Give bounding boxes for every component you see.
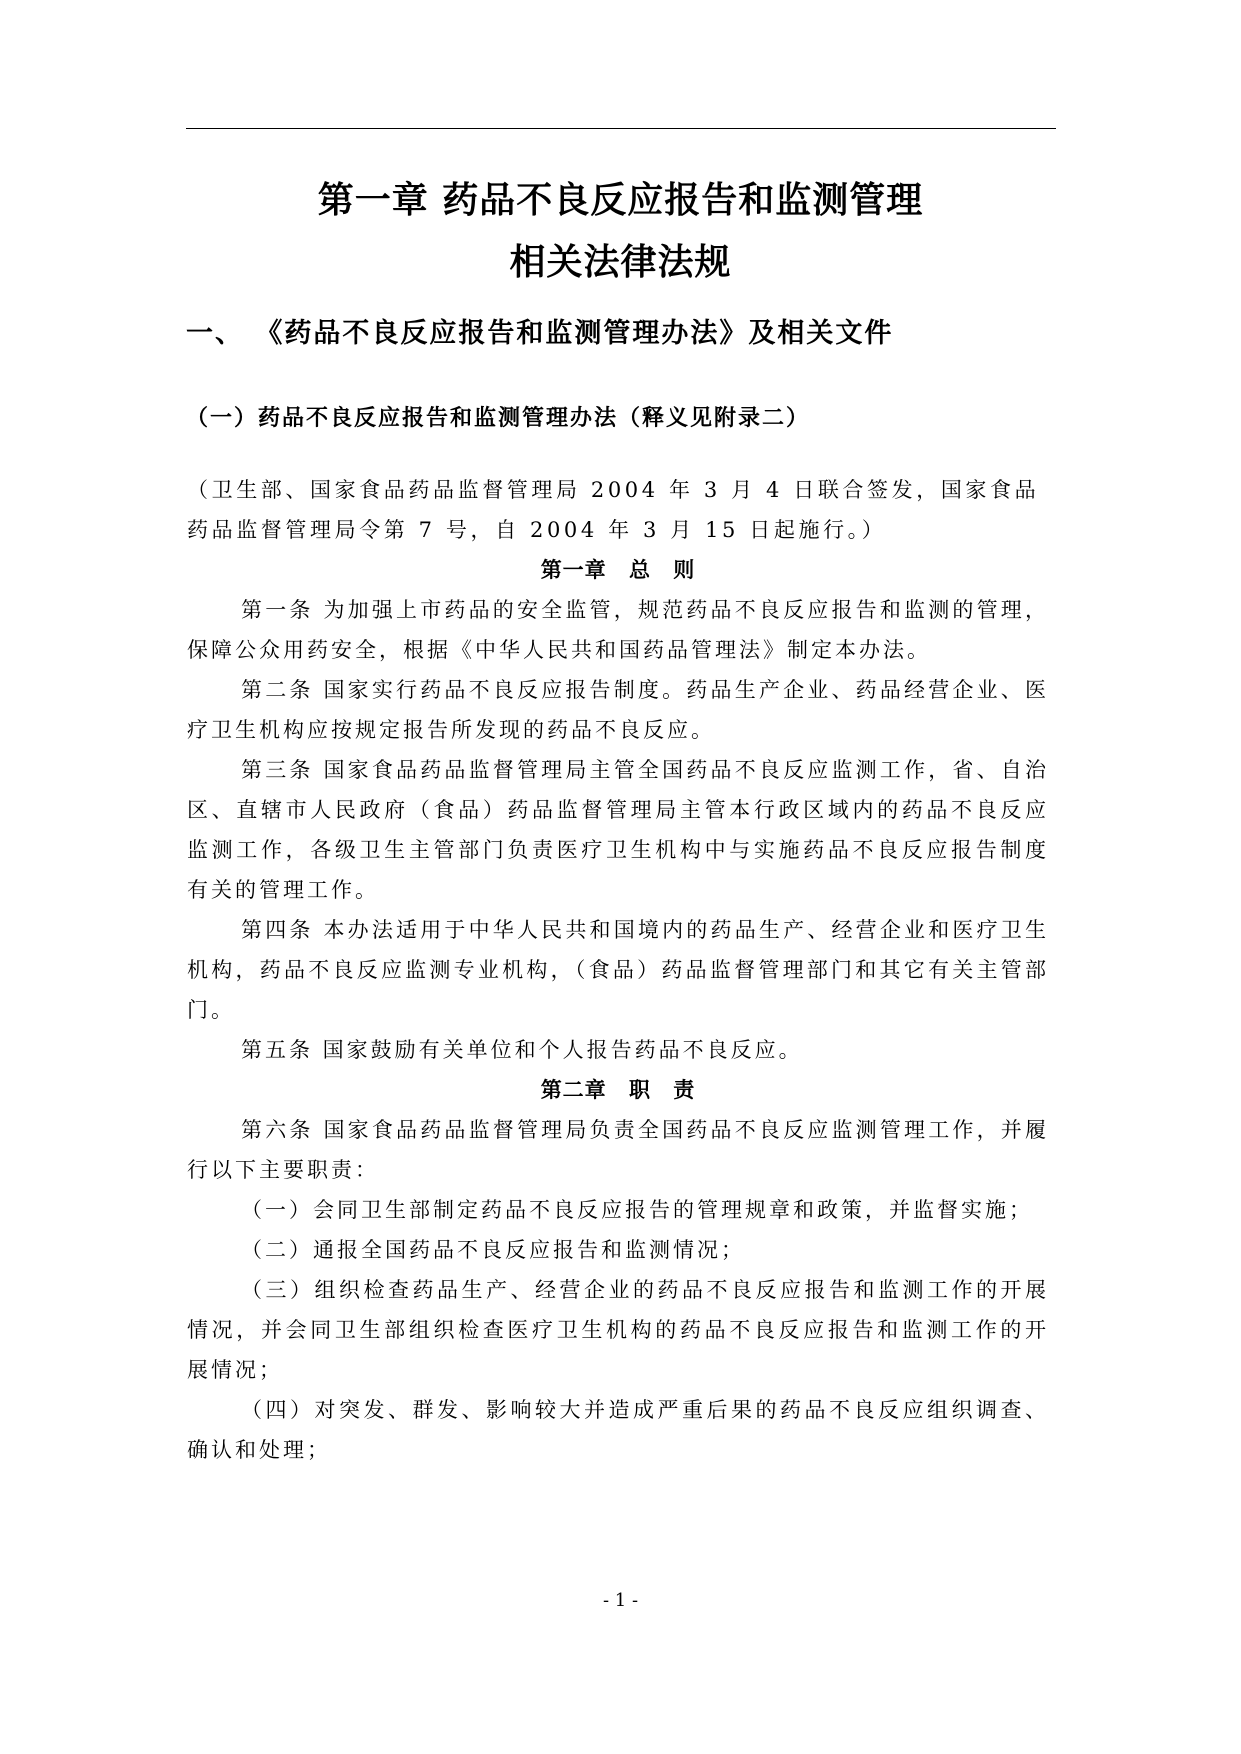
page-number: - 1 - xyxy=(602,1590,639,1611)
subsection-heading: （一）药品不良反应报告和监测管理办法（释义见附录二） xyxy=(186,406,811,431)
issuance-note: （卫生部、国家食品药品监督管理局 2004 年 3 月 4 日联合签发，国家食品药品监督管理局令第 7 号，自 2004 年 3 月 15 日起施行。） xyxy=(187,478,1040,542)
article-3: 第三条 国家食品药品监督管理局主管全国药品不良反应监测工作，省、自治区、直辖市人民政府（食品）药品监督管理局主管本行政区域内的药品不良反应监测工作，各级卫生主管部门负责医疗卫生机构中与实施药品不良反应报告制度有关的管理工作。 xyxy=(187,758,1049,902)
article-1: 第一条 为加强上市药品的安全监管，规范药品不良反应报告和监测的管理，保障公众用药安全，根据《中华人民共和国药品管理法》制定本办法。 xyxy=(187,598,1049,662)
document-body xyxy=(187,470,1049,1470)
article-4: 第四条 本办法适用于中华人民共和国境内的药品生产、经营企业和医疗卫生机构，药品不良反应监测专业机构，（食品）药品监督管理部门和其它有关主管部门。 xyxy=(187,918,1049,1022)
chapter2-heading: 第二章 职 责 xyxy=(540,1078,696,1102)
section-heading: 一、 《药品不良反应报告和监测管理办法》及相关文件 xyxy=(186,318,894,349)
document-title-line2: 相关法律法规 xyxy=(509,242,732,283)
document-title-line1: 第一章 药品不良反应报告和监测管理 xyxy=(317,180,924,221)
article-6-item-4: （四）对突发、群发、影响较大并造成严重后果的药品不良反应组织调查、确认和处理； xyxy=(187,1398,1049,1462)
chapter1-heading: 第一章 总 则 xyxy=(540,558,696,582)
article-6-item-1: （一）会同卫生部制定药品不良反应报告的管理规章和政策，并监督实施； xyxy=(241,1198,1033,1222)
header-rule xyxy=(186,128,1056,129)
article-6: 第六条 国家食品药品监督管理局负责全国药品不良反应监测管理工作，并履行以下主要职责： xyxy=(187,1118,1049,1182)
article-2: 第二条 国家实行药品不良反应报告制度。药品生产企业、药品经营企业、医疗卫生机构应按规定报告所发现的药品不良反应。 xyxy=(187,678,1049,742)
article-5: 第五条 国家鼓励有关单位和个人报告药品不良反应。 xyxy=(241,1038,803,1062)
article-6-item-2: （二）通报全国药品不良反应报告和监测情况； xyxy=(241,1238,745,1262)
article-6-item-3: （三）组织检查药品生产、经营企业的药品不良反应报告和监测工作的开展情况，并会同卫生部组织检查医疗卫生机构的药品不良反应报告和监测工作的开展情况； xyxy=(187,1278,1049,1382)
